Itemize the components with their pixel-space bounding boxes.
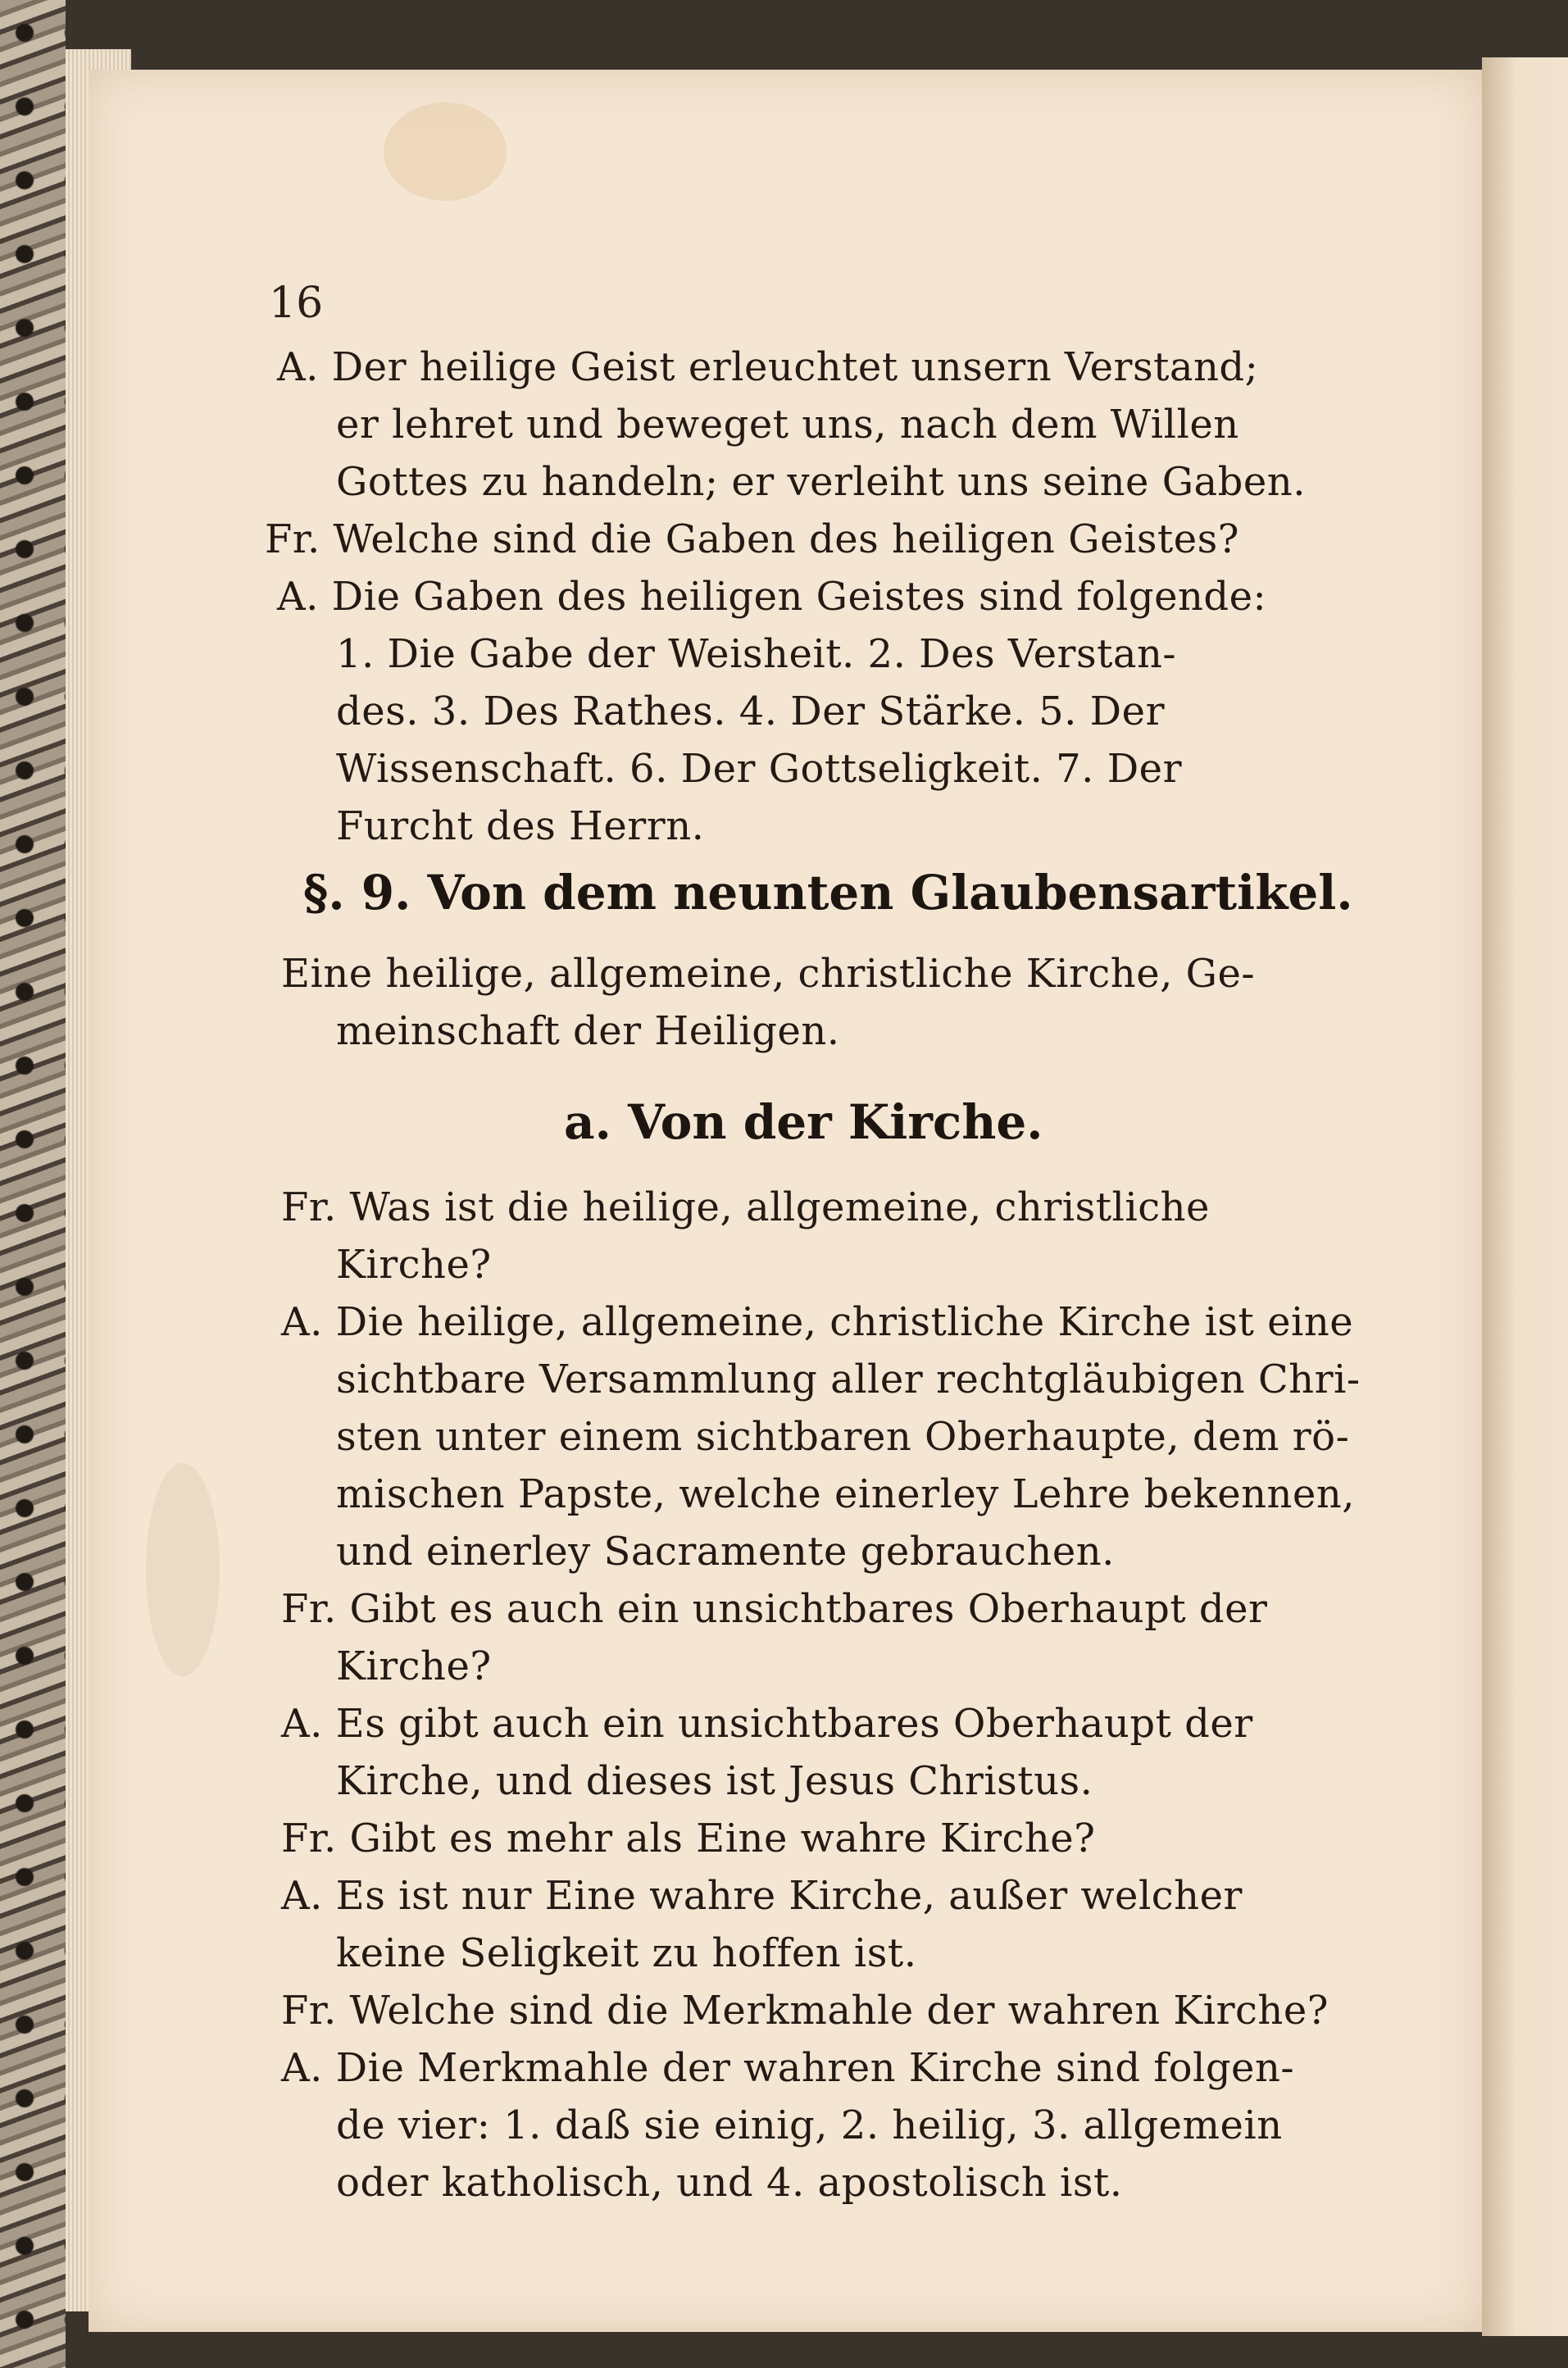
subsection-heading: a. Von der Kirche. [564,1094,1043,1150]
page-number: 16 [269,279,324,328]
page-content [89,70,1482,2332]
text-line: A. Der heilige Geist erleuchtet unsern Verstand; [277,344,1259,390]
text-line: des. 3. Des Rathes. 4. Der Stärke. 5. Der [336,689,1166,734]
text-line: Fr. Welche sind die Gaben des heiligen Geistes? [265,516,1240,562]
text-line: Eine heilige, allgemeine, christliche Kirche, Ge- [281,951,1256,997]
book-page [89,70,1482,2332]
text-line: Fr. Gibt es mehr als Eine wahre Kirche? [281,1816,1096,1861]
text-line: A. Die heilige, allgemeine, christliche Kirche ist eine [281,1299,1354,1345]
text-line: Kirche? [336,1242,492,1288]
text-line: sten unter einem sichtbaren Oberhaupte, dem rö- [336,1414,1350,1460]
text-line: mischen Papste, welche einerley Lehre bekennen, [336,1471,1355,1517]
text-line: A. Die Merkmahle der wahren Kirche sind folgen- [281,2045,1295,2091]
text-line: er lehret und beweget uns, nach dem Willen [336,402,1239,448]
text-line: Kirche? [336,1643,492,1689]
text-line: keine Seligkeit zu hoffen ist. [336,1930,917,1976]
text-line: Furcht des Herrn. [336,803,705,849]
text-line: Gottes zu handeln; er verleiht uns seine Gaben. [336,459,1306,505]
text-line: Wissenschaft. 6. Der Gottseligkeit. 7. Der [336,746,1183,792]
marbled-cover-edge [0,0,66,2368]
section-heading: §. 9. Von dem neunten Glaubensartikel. [303,865,1353,920]
text-line: A. Es ist nur Eine wahre Kirche, außer welcher [281,1873,1243,1919]
text-line: oder katholisch, und 4. apostolisch ist. [336,2160,1123,2206]
text-line: und einerley Sacramente gebrauchen. [336,1529,1115,1575]
text-line: Fr. Gibt es auch ein unsichtbares Oberhaupt der [281,1586,1268,1632]
adjacent-page-edge [1482,57,1568,2336]
text-line: 1. Die Gabe der Weisheit. 2. Des Verstan- [336,631,1177,677]
text-line: Fr. Was ist die heilige, allgemeine, christliche [281,1184,1210,1230]
text-line: meinschaft der Heiligen. [336,1008,840,1054]
text-line: Kirche, und dieses ist Jesus Christus. [336,1758,1093,1804]
text-line: Fr. Welche sind die Merkmahle der wahren Kirche? [281,1988,1329,2034]
text-line: A. Die Gaben des heiligen Geistes sind folgende: [277,574,1267,620]
text-line: de vier: 1. daß sie einig, 2. heilig, 3. allgemein [336,2102,1283,2148]
text-line: sichtbare Versammlung aller rechtgläubigen Chri- [336,1357,1361,1402]
text-line: A. Es gibt auch ein unsichtbares Oberhaupt der [281,1701,1253,1747]
